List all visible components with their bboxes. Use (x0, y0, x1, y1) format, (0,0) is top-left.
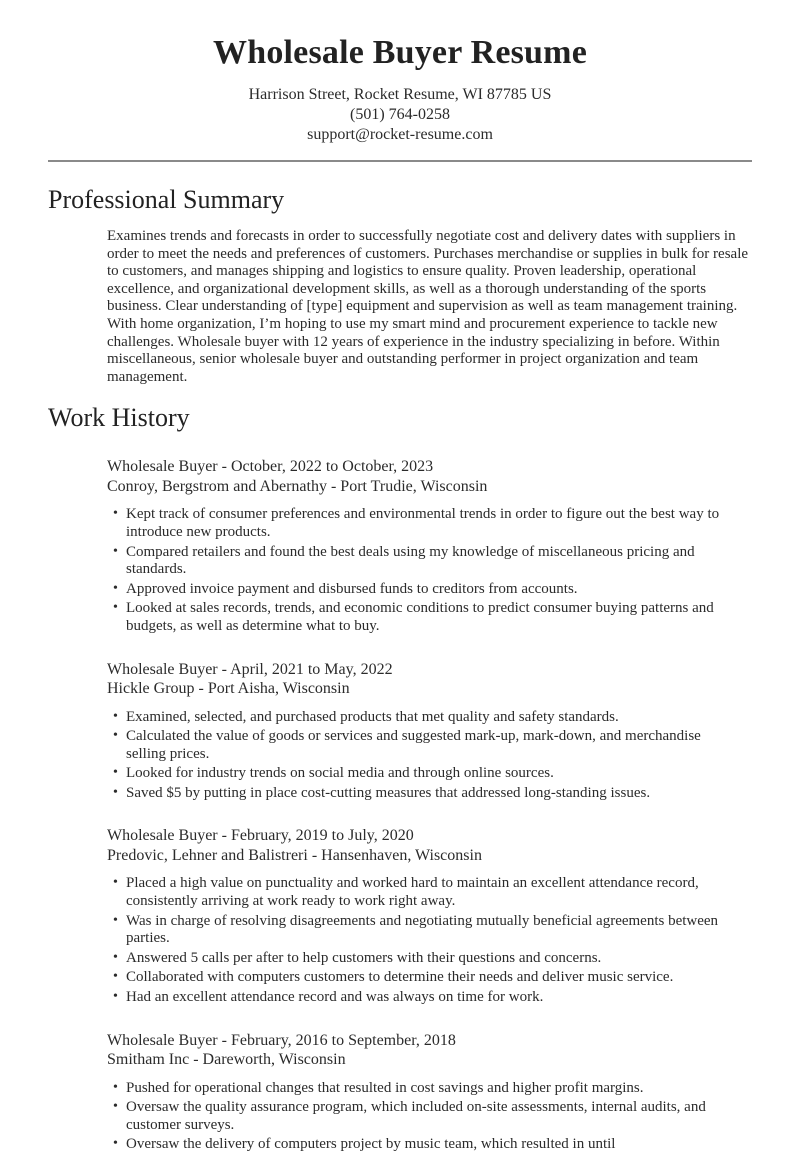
contact-address: Harrison Street, Rocket Resume, WI 87785 US (248, 86, 552, 103)
job-entry (107, 826, 752, 1006)
job-bullet: • Examined, selected, and purchased products that met quality and safety standards. (126, 709, 737, 727)
job-entry (107, 1031, 752, 1154)
job-bullet: • Oversaw the quality assurance program, which included on-site assessments, internal audits, and customer surveys. (126, 1099, 737, 1134)
job-bullet: • Compared retailers and found the best deals using my knowledge of miscellaneous pricing and standards. (126, 544, 737, 579)
work-history-heading: Work History (48, 403, 190, 433)
job-bullet: • Collaborated with computers customers to determine their needs and deliver music service. (126, 969, 737, 987)
job-bullets (107, 875, 737, 1006)
job-bullet: • Oversaw the delivery of computers project by music team, which resulted in until (126, 1136, 737, 1154)
job-bullet: • Kept track of consumer preferences and environmental trends in order to figure out the best way to introduce new products. (126, 506, 737, 541)
page-title: Wholesale Buyer Resume (213, 34, 587, 71)
job-company-location: Conroy, Bergstrom and Abernathy - Port Trudie, Wisconsin (107, 477, 488, 495)
job-company-location: Hickle Group - Port Aisha, Wisconsin (107, 680, 350, 697)
job-bullet: • Looked for industry trends on social media and through online sources. (126, 765, 737, 783)
work-history-section (48, 403, 752, 1154)
job-title-dates: Wholesale Buyer - October, 2022 to October, 2023 (107, 458, 434, 476)
job-bullets (107, 1080, 737, 1154)
job-bullet: • Answered 5 calls per after to help customers with their questions and concerns. (126, 950, 737, 968)
job-bullets (107, 506, 737, 635)
contact-email: support@rocket-resume.com (307, 126, 493, 143)
job-entry (107, 457, 752, 635)
job-bullet: • Approved invoice payment and disbursed funds to creditors from accounts. (126, 581, 737, 599)
job-bullet: • Had an excellent attendance record and was always on time for work. (126, 989, 737, 1007)
jobs-list (107, 457, 752, 1154)
professional-summary-text: Examines trends and forecasts in order to successfully negotiate cost and delivery dates with suppliers in order to meet the needs and preferences of customers. Purchases merchandise or supplies in bulk for resale to customers, and manages shipping and logistics to ensure quality. Proven leadership, operational excellence, and organizational development skills, as well as a thorough understanding of the sports business. Clear understanding of [type] equipment and supervision as well as team management training. With home organization, I’m hoping to use my smart mind and procurement experience to tackle new challenges. Wholesale buyer with 12 years of experience in the industry specializing in before. Within miscellaneous, senior wholesale buyer and outstanding performer in project organization and team management. (107, 228, 749, 385)
job-entry (107, 660, 752, 803)
job-bullets (107, 709, 737, 803)
professional-summary-section (48, 185, 752, 386)
job-bullet: • Calculated the value of goods or services and suggested mark-up, mark-down, and merchandise selling prices. (126, 728, 737, 763)
contact-phone: (501) 764-0258 (350, 106, 450, 123)
job-bullet: • Looked at sales records, trends, and economic conditions to predict consumer buying patterns and budgets, as well as determine what to buy. (126, 600, 737, 635)
job-bullet: • Pushed for operational changes that resulted in cost savings and higher profit margins. (126, 1080, 737, 1098)
header-divider (48, 160, 752, 162)
job-company-location: Smitham Inc - Dareworth, Wisconsin (107, 1051, 346, 1069)
job-title-dates: Wholesale Buyer - February, 2016 to September, 2018 (107, 1031, 456, 1049)
job-bullet: • Saved $5 by putting in place cost-cutting measures that addressed long-standing issues. (126, 785, 737, 803)
professional-summary-heading: Professional Summary (48, 185, 285, 214)
job-title-dates: Wholesale Buyer - February, 2019 to July, 2020 (107, 827, 414, 845)
resume-header (48, 34, 752, 145)
job-bullet: • Was in charge of resolving disagreements and negotiating mutually beneficial agreements between parties. (126, 913, 737, 948)
job-company-location: Predovic, Lehner and Balistreri - Hansenhaven, Wisconsin (107, 846, 482, 864)
job-bullet: • Placed a high value on punctuality and worked hard to maintain an excellent attendance record, consistently arriving at work ready to work right away. (126, 875, 737, 910)
job-title-dates: Wholesale Buyer - April, 2021 to May, 2022 (107, 660, 393, 678)
contact-block (48, 85, 752, 145)
